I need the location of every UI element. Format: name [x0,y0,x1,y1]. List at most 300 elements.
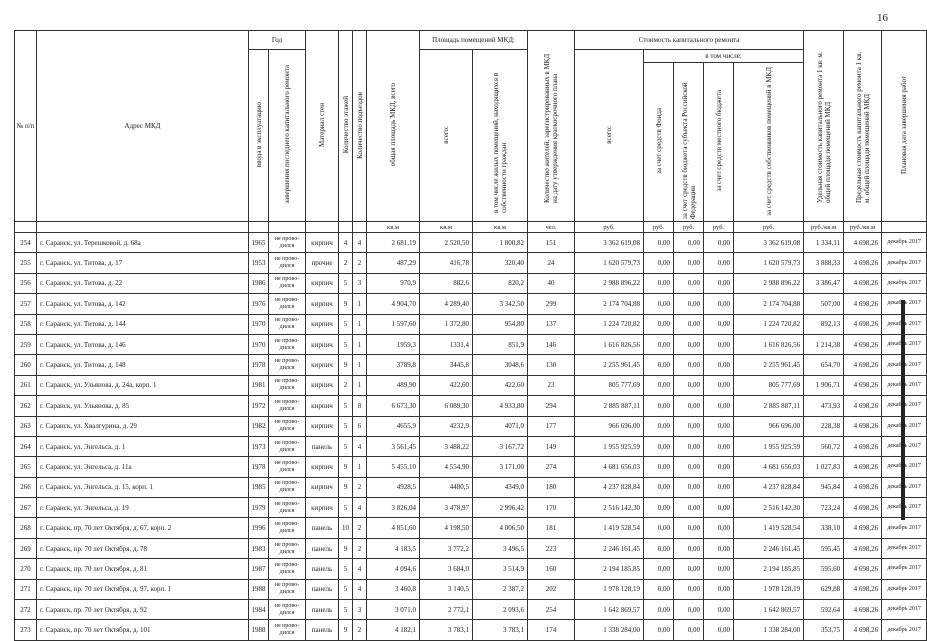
cost-region-cell: 0,00 [674,375,704,395]
specific-cost-cell: 228,38 [804,416,844,436]
year-built-cell: 1979 [249,498,269,518]
year-built-cell: 1972 [249,396,269,416]
wall-material-cell: панель [306,600,339,620]
cost-owners-cell: 1 338 284,00 [734,620,804,640]
year-repair-cell: не прово-дился [269,416,306,436]
cost-fund-cell: 0,00 [644,538,674,558]
cost-region-cell: 0,00 [674,620,704,640]
unit-cell: руб. [575,222,644,233]
area-private-cell: 4071,0 [473,416,528,436]
area-total-cell: 4480,5 [420,477,473,497]
unit-cell: чел. [528,222,575,233]
wall-material-cell: панель [306,518,339,538]
specific-cost-cell: 560,72 [804,436,844,456]
area-total-cell: 3 684,0 [420,559,473,579]
area-private-cell: 4 933,80 [473,396,528,416]
cost-local-cell: 0,00 [704,355,734,375]
max-cost-cell: 4 698,26 [844,559,882,579]
max-cost-cell: 4 698,26 [844,233,882,253]
total-area-cell: 3 071,0 [367,600,420,620]
max-cost-cell: 4 698,26 [844,314,882,334]
cost-local-cell: 0,00 [704,559,734,579]
cost-total-cell: 2 246 161,45 [575,538,644,558]
wall-material-cell: прочие [306,253,339,273]
cost-region-cell: 0,00 [674,538,704,558]
specific-cost-cell: 595,60 [804,559,844,579]
max-cost-cell: 4 698,26 [844,294,882,314]
residents-cell: 40 [528,273,575,293]
area-private-cell: 3 342,50 [473,294,528,314]
cost-owners-cell: 4 681 656,03 [734,457,804,477]
cost-owners-cell: 2 246 161,45 [734,538,804,558]
cost-total-cell: 2 885 887,11 [575,396,644,416]
residents-cell: 149 [528,436,575,456]
floors-cell: 5 [339,334,353,354]
total-area-cell: 4 182,1 [367,620,420,640]
area-private-cell: 3048,6 [473,355,528,375]
total-area-cell: 1 597,60 [367,314,420,334]
area-private-cell: 3 496,5 [473,538,528,558]
area-private-cell: 4 006,50 [473,518,528,538]
total-area-cell: 489,90 [367,375,420,395]
residents-cell: 181 [528,518,575,538]
cost-fund-cell: 0,00 [644,436,674,456]
address-cell: г. Саранск, пр. 70 лет Октября, д. 67, корп. 2 [37,518,249,538]
cost-fund-cell: 0,00 [644,518,674,538]
residents-cell: 174 [528,620,575,640]
row-number-cell: 262 [15,396,37,416]
cost-region-cell: 0,00 [674,396,704,416]
address-cell: г. Саранск, ул. Ульянова, д. 85 [37,396,249,416]
table-row [15,538,927,558]
cost-fund-cell: 0,00 [644,273,674,293]
max-cost-cell: 4 698,26 [844,620,882,640]
entrances-cell: 4 [353,233,367,253]
cost-owners-cell: 2 885 887,11 [734,396,804,416]
address-cell: г. Саранск, ул. Энгельса, д. 15, корп. 1 [37,477,249,497]
year-built-cell: 1965 [249,233,269,253]
planned-date-cell: декабрь 2017 [882,396,927,416]
cost-local-cell: 0,00 [704,477,734,497]
wall-material-cell: кирпич [306,498,339,518]
planned-date-cell: декабрь 2017 [882,314,927,334]
year-built-cell: 1988 [249,620,269,640]
cost-owners-cell: 1 620 579,73 [734,253,804,273]
entrances-cell: 8 [353,396,367,416]
year-repair-cell: не прово-дился [269,273,306,293]
year-repair-cell: не прово-дился [269,620,306,640]
year-repair-cell: не прово-дился [269,355,306,375]
cost-owners-cell: 1 419 528,54 [734,518,804,538]
planned-date-cell: декабрь 2017 [882,620,927,640]
address-cell: г. Саранск, пр. 70 лет Октября, д. 78 [37,538,249,558]
floors-cell: 9 [339,457,353,477]
specific-cost-cell: 1 906,71 [804,375,844,395]
address-cell: г. Саранск, пр. 70 лет Октября, д. 81 [37,559,249,579]
capital-repair-table [14,30,927,641]
total-area-cell: 1959,3 [367,334,420,354]
col-num-header: № п/п [15,31,37,222]
cost-fund-cell: 0,00 [644,294,674,314]
cost-region-cell: 0,00 [674,355,704,375]
area-total-cell: 422,60 [420,375,473,395]
specific-cost-cell: 1 214,38 [804,334,844,354]
floors-cell: 9 [339,477,353,497]
residents-cell: 24 [528,253,575,273]
year-built-cell: 1981 [249,375,269,395]
max-cost-cell: 4 698,26 [844,457,882,477]
col-date-header: Плановая дата завершения работ [900,75,909,175]
cost-region-cell: 0,00 [674,518,704,538]
planned-date-cell: декабрь 2017 [882,600,927,620]
area-private-cell: 820,2 [473,273,528,293]
area-private-cell: 3 783,1 [473,620,528,640]
cost-local-cell: 0,00 [704,538,734,558]
cost-local-cell: 0,00 [704,314,734,334]
year-built-cell: 1970 [249,314,269,334]
year-repair-cell: не прово-дился [269,579,306,599]
year-built-cell: 1986 [249,273,269,293]
row-number-cell: 260 [15,355,37,375]
cost-local-cell: 0,00 [704,233,734,253]
area-total-cell: 416,78 [420,253,473,273]
area-total-cell: 3445,8 [420,355,473,375]
year-built-cell: 1976 [249,294,269,314]
cost-region-cell: 0,00 [674,457,704,477]
cost-fund-cell: 0,00 [644,559,674,579]
table-row [15,620,927,640]
residents-cell: 294 [528,396,575,416]
cost-total-cell: 1 419 528,54 [575,518,644,538]
cost-owners-cell: 2 194 185,85 [734,559,804,579]
col-wall-header: Материал стен [318,103,327,147]
cost-total-cell: 966 696,00 [575,416,644,436]
floors-cell: 2 [339,253,353,273]
table-row [15,273,927,293]
cost-total-cell: 2 174 704,88 [575,294,644,314]
specific-cost-cell: 338,10 [804,518,844,538]
residents-cell: 160 [528,559,575,579]
cost-total-cell: 1 620 579,73 [575,253,644,273]
floors-cell: 5 [339,498,353,518]
col-area-group-header: Площадь помещений МКД: [420,31,528,50]
address-cell: г. Саранск, пр. 70 лет Октября, д. 92 [37,600,249,620]
floors-cell: 5 [339,396,353,416]
entrances-cell: 3 [353,600,367,620]
col-cost-local-header: за счет средств местного бюджета [714,90,723,192]
cost-total-cell: 4 237 828,84 [575,477,644,497]
specific-cost-cell: 595,45 [804,538,844,558]
wall-material-cell: кирпич [306,396,339,416]
cost-region-cell: 0,00 [674,579,704,599]
specific-cost-cell: 723,24 [804,498,844,518]
area-total-cell: 882,6 [420,273,473,293]
area-total-cell: 1 372,80 [420,314,473,334]
year-repair-cell: не прово-дился [269,334,306,354]
cost-owners-cell: 2 516 142,30 [734,498,804,518]
row-number-cell: 258 [15,314,37,334]
cost-total-cell: 4 681 656,03 [575,457,644,477]
floors-cell: 10 [339,518,353,538]
year-built-cell: 1982 [249,416,269,436]
cost-local-cell: 0,00 [704,518,734,538]
col-including-header: в том числе: [644,50,804,63]
area-private-cell: 954,80 [473,314,528,334]
total-area-cell: 6 673,30 [367,396,420,416]
address-cell: г. Саранск, ул. Терешковой, д. 68а [37,233,249,253]
specific-cost-cell: 3 386,47 [804,273,844,293]
cost-total-cell: 1 642 869,57 [575,600,644,620]
specific-cost-cell: 892,13 [804,314,844,334]
specific-cost-cell: 945,84 [804,477,844,497]
cost-region-cell: 0,00 [674,600,704,620]
cost-owners-cell: 2 174 704,88 [734,294,804,314]
max-cost-cell: 4 698,26 [844,273,882,293]
residents-cell: 130 [528,355,575,375]
planned-date-cell: декабрь 2017 [882,477,927,497]
cost-fund-cell: 0,00 [644,579,674,599]
unit-cell: руб. [644,222,674,233]
cost-total-cell: 2 194 185,85 [575,559,644,579]
unit-cell: кв.м [367,222,420,233]
row-number-cell: 272 [15,600,37,620]
specific-cost-cell: 507,00 [804,294,844,314]
floors-cell: 9 [339,620,353,640]
table-row [15,457,927,477]
cost-owners-cell: 966 696,00 [734,416,804,436]
wall-material-cell: панель [306,538,339,558]
max-cost-cell: 4 698,26 [844,477,882,497]
wall-material-cell: кирпич [306,294,339,314]
wall-material-cell: панель [306,559,339,579]
year-built-cell: 1985 [249,477,269,497]
units-row [15,222,927,233]
max-cost-cell: 4 698,26 [844,518,882,538]
entrances-cell: 2 [353,538,367,558]
cost-local-cell: 0,00 [704,579,734,599]
col-max-cost-header: Предельная стоимость капитального ремонта 1 кв. м. общей площади помещений МКД [854,51,871,203]
year-built-cell: 1983 [249,538,269,558]
total-area-cell: 2 681,19 [367,233,420,253]
table-row [15,294,927,314]
year-built-cell: 1973 [249,436,269,456]
address-cell: г. Саранск, ул. Энгельса, д. 19 [37,498,249,518]
row-number-cell: 273 [15,620,37,640]
entrances-cell: 3 [353,273,367,293]
row-number-cell: 261 [15,375,37,395]
address-cell: г. Саранск, пр. 70 лет Октября, д. 97, корп. 1 [37,579,249,599]
area-total-cell: 2 772,1 [420,600,473,620]
total-area-cell: 487,29 [367,253,420,273]
residents-cell: 299 [528,294,575,314]
table-row [15,579,927,599]
unit-cell: руб. [734,222,804,233]
cost-owners-cell: 1 642 869,57 [734,600,804,620]
col-entrances-header: Количество подъездов [355,91,364,159]
cost-fund-cell: 0,00 [644,600,674,620]
cost-owners-cell: 4 237 828,84 [734,477,804,497]
col-cost-owners-header: за счет средств собственников помещений в МКД [764,66,773,216]
cost-owners-cell: 2 988 896,22 [734,273,804,293]
year-repair-cell: не прово-дился [269,233,306,253]
col-cost-group-header: Стоимость капитального ремонта [575,31,804,50]
table-row [15,518,927,538]
year-repair-cell: не прово-дился [269,457,306,477]
year-repair-cell: не прово-дился [269,375,306,395]
cost-total-cell: 1 955 925,59 [575,436,644,456]
year-repair-cell: не прово-дился [269,559,306,579]
wall-material-cell: кирпич [306,334,339,354]
row-number-cell: 265 [15,457,37,477]
cost-total-cell: 1 338 284,00 [575,620,644,640]
wall-material-cell: кирпич [306,477,339,497]
cost-total-cell: 3 362 619,08 [575,233,644,253]
planned-date-cell: декабрь 2017 [882,416,927,436]
area-total-cell: 3 140,5 [420,579,473,599]
cost-region-cell: 0,00 [674,314,704,334]
area-private-cell: 422,60 [473,375,528,395]
entrances-cell: 2 [353,518,367,538]
planned-date-cell: декабрь 2017 [882,355,927,375]
wall-material-cell: кирпич [306,457,339,477]
cost-owners-cell: 1 978 128,19 [734,579,804,599]
total-area-cell: 3789,8 [367,355,420,375]
row-number-cell: 269 [15,538,37,558]
address-cell: г. Саранск, ул. Хвалгурина, д. 29 [37,416,249,436]
max-cost-cell: 4 698,26 [844,579,882,599]
cost-owners-cell: 1 955 925,59 [734,436,804,456]
table-row [15,436,927,456]
address-cell: г. Саранск, ул. Титова, д. 144 [37,314,249,334]
specific-cost-cell: 592,64 [804,600,844,620]
row-number-cell: 256 [15,273,37,293]
row-number-cell: 254 [15,233,37,253]
residents-cell: 180 [528,477,575,497]
cost-local-cell: 0,00 [704,253,734,273]
total-area-cell: 4655,9 [367,416,420,436]
floors-cell: 5 [339,600,353,620]
address-cell: г. Саранск, ул. Энгельса, д. 1 [37,436,249,456]
area-total-cell: 1331,4 [420,334,473,354]
table-row [15,253,927,273]
area-total-cell: 3 478,97 [420,498,473,518]
residents-cell: 177 [528,416,575,436]
table-row [15,375,927,395]
specific-cost-cell: 3 888,33 [804,253,844,273]
row-number-cell: 264 [15,436,37,456]
cost-owners-cell: 1 616 826,56 [734,334,804,354]
area-private-cell: 2 996,42 [473,498,528,518]
row-number-cell: 266 [15,477,37,497]
row-number-cell: 263 [15,416,37,436]
total-area-cell: 3 826,04 [367,498,420,518]
entrances-cell: 2 [353,253,367,273]
row-number-cell: 267 [15,498,37,518]
entrances-cell: 2 [353,477,367,497]
address-cell: г. Саранск, ул. Титова, д. 142 [37,294,249,314]
year-built-cell: 1984 [249,600,269,620]
cost-local-cell: 0,00 [704,334,734,354]
area-private-cell: 3 171,00 [473,457,528,477]
cost-region-cell: 0,00 [674,273,704,293]
cost-region-cell: 0,00 [674,477,704,497]
col-area-private-header: в том числе жилых помещений, находящихся в собственности граждан [492,72,509,213]
specific-cost-cell: 1 027,83 [804,457,844,477]
wall-material-cell: кирпич [306,416,339,436]
col-cost-total-header: всего: [605,125,614,144]
row-number-cell: 270 [15,559,37,579]
cost-fund-cell: 0,00 [644,334,674,354]
area-total-cell: 4 198,50 [420,518,473,538]
entrances-cell: 1 [353,355,367,375]
floors-cell: 5 [339,416,353,436]
wall-material-cell: панель [306,620,339,640]
max-cost-cell: 4 698,26 [844,253,882,273]
entrances-cell: 1 [353,294,367,314]
year-built-cell: 1978 [249,355,269,375]
table-row [15,416,927,436]
residents-cell: 170 [528,498,575,518]
cost-region-cell: 0,00 [674,253,704,273]
cost-fund-cell: 0,00 [644,620,674,640]
year-repair-cell: не прово-дился [269,436,306,456]
cost-total-cell: 2 516 142,30 [575,498,644,518]
address-cell: г. Саранск, ул. Энгельса, д. 11а [37,457,249,477]
cost-region-cell: 0,00 [674,294,704,314]
year-built-cell: 1987 [249,559,269,579]
col-cost-fund-header: за счет средств Фонда [654,108,663,174]
entrances-cell: 1 [353,334,367,354]
year-repair-cell: не прово-дился [269,538,306,558]
year-built-cell: 1970 [249,334,269,354]
planned-date-cell: декабрь 2017 [882,334,927,354]
area-private-cell: 320,40 [473,253,528,273]
cost-local-cell: 0,00 [704,436,734,456]
cost-fund-cell: 0,00 [644,498,674,518]
planned-date-cell: декабрь 2017 [882,559,927,579]
cost-fund-cell: 0,00 [644,355,674,375]
planned-date-cell: декабрь 2017 [882,579,927,599]
cost-region-cell: 0,00 [674,559,704,579]
table-row [15,233,927,253]
cost-local-cell: 0,00 [704,620,734,640]
row-number-cell: 259 [15,334,37,354]
area-private-cell: 2 387,2 [473,579,528,599]
year-repair-cell: не прово-дился [269,396,306,416]
max-cost-cell: 4 698,26 [844,600,882,620]
row-number-cell: 255 [15,253,37,273]
year-repair-cell: не прово-дился [269,600,306,620]
row-number-cell: 268 [15,518,37,538]
residents-cell: 274 [528,457,575,477]
max-cost-cell: 4 698,26 [844,375,882,395]
cost-local-cell: 0,00 [704,396,734,416]
floors-cell: 5 [339,436,353,456]
table-row [15,334,927,354]
floors-cell: 4 [339,233,353,253]
max-cost-cell: 4 698,26 [844,538,882,558]
row-number-cell: 271 [15,579,37,599]
unit-cell: руб. [704,222,734,233]
area-total-cell: 3 772,2 [420,538,473,558]
col-specific-cost-header: Удельная стоимость капитального ремонта 1 кв. м. общей площади помещений МКД [815,51,832,203]
year-built-cell: 1953 [249,253,269,273]
floors-cell: 9 [339,294,353,314]
area-private-cell: 4349,0 [473,477,528,497]
year-built-cell: 1996 [249,518,269,538]
year-repair-cell: не прово-дился [269,518,306,538]
entrances-cell: 1 [353,375,367,395]
